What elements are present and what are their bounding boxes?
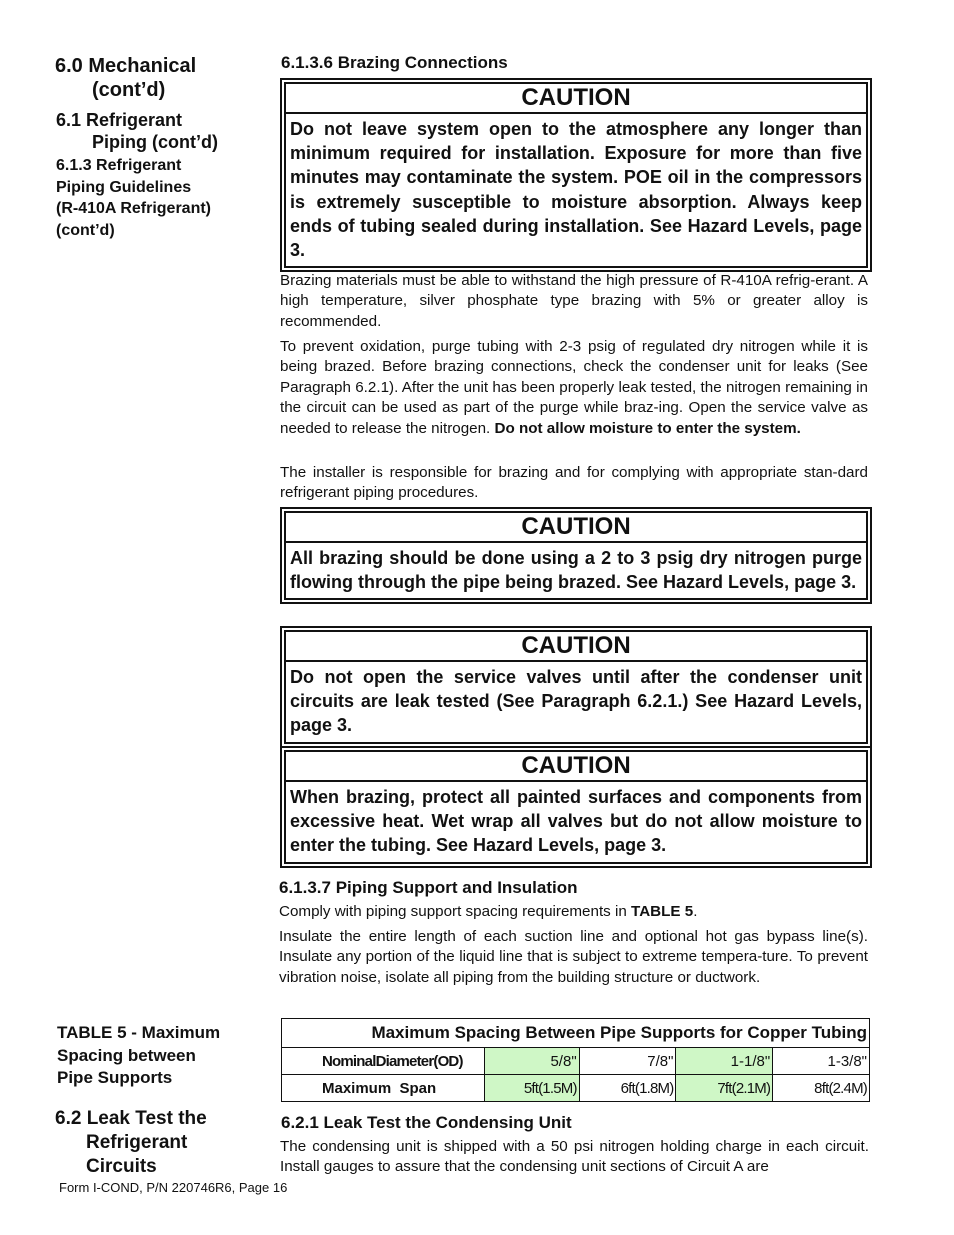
caution-heading: CAUTION (284, 750, 868, 782)
paragraph-leak-test: The condensing unit is shipped with a 50 psi nitrogen holding charge in each circuit. Install gauges to assure that the condensing unit sections of Circuit A are (280, 1138, 869, 1176)
table-5-caption-line3: Pipe Supports (57, 1068, 173, 1087)
heading-6-2 (55, 1107, 207, 1179)
paragraph-purge (280, 337, 868, 439)
paragraph-purge-text: To prevent oxidation, purge tubing with 2-3 psig of regulated dry nitrogen while it is being brazed. Before brazing connections, check the condenser unit for leaks (See Paragraph 6.2.1). After the unit has been properly leak tested, the nitrogen remaining in the circuit can be used as part of the purge while braz-ing. Open the service valve as needed to release the nitrogen. (280, 338, 868, 437)
caution-text: All brazing should be done using a 2 to 3 psig dry nitrogen purge flowing through the pipe being brazed. See Hazard Levels, page 3. (284, 543, 868, 600)
table-cell: 1-3/8" (773, 1048, 870, 1075)
table-cell: 7ft(2.1M) (676, 1075, 773, 1102)
caution-box-1 (280, 78, 872, 272)
paragraph-insulate: Insulate the entire length of each suction line and optional hot gas bypass line(s). Insulate any portion of the liquid line that is subject to extreme tempera-ture. To prevent vibration noise, isolate all piping from the building structure or ductwork. (279, 928, 868, 986)
heading-6-1-line1: 6.1 Refrigerant (56, 110, 183, 130)
heading-6-2-line1: 6.2 Leak Test the (55, 1108, 207, 1129)
caution-text: When brazing, protect all painted surfaces and components from excessive heat. Wet wrap all valves but do not allow moisture to enter the tubing. See Hazard Levels, page 3. (284, 782, 868, 864)
table-cell: 6ft(1.8M) (579, 1075, 676, 1102)
heading-6-1-3-line3: (R-410A Refrigerant) (56, 200, 211, 217)
heading-6-1-3-line1: 6.1.3 Refrigerant (56, 157, 182, 174)
table-row (282, 1075, 870, 1102)
table-5-caption-line1: TABLE 5 - Maximum (57, 1023, 221, 1042)
paragraph-comply-text: Comply with piping support spacing requirements in (279, 903, 627, 920)
pipe-support-table (281, 1018, 870, 1102)
row-label-nominal-diameter: NominalDiameter(OD) (282, 1048, 485, 1075)
caution-text: Do not open the service valves until after the condenser unit circuits are leak tested (See Paragraph 6.2.1.) See Hazard Levels, page 3. (284, 662, 868, 744)
table-5-reference: TABLE 5 (631, 903, 694, 920)
heading-6-1-3-line2: Piping Guidelines (56, 178, 192, 196)
heading-6-2-line2: Refrigerant (86, 1132, 188, 1153)
table-5-caption-line2: Spacing between (57, 1045, 196, 1065)
heading-6-0 (55, 54, 196, 102)
heading-6-1-3-line4: (cont’d) (56, 221, 115, 239)
table-row (282, 1048, 870, 1075)
section-title-brazing: 6.1.3.6 Brazing Connections (281, 53, 508, 72)
table-cell: 7/8" (579, 1048, 676, 1075)
table-cell: 1-1/8" (676, 1048, 773, 1075)
heading-6-1-3 (56, 155, 211, 241)
caution-heading: CAUTION (284, 82, 868, 114)
paragraph-comply-end: . (693, 903, 698, 920)
table-caption: Maximum Spacing Between Pipe Supports for Copper Tubing (282, 1019, 870, 1048)
caution-text: Do not leave system open to the atmosphere any longer than minimum required for installation. Exposure for more than five minutes may contaminate the system. POE oil in the compressors is extremely susceptible to moisture absorption. Always keep ends of tubing sealed during installation. See Hazard Levels, page 3. (284, 114, 868, 268)
paragraph-brazing-materials: Brazing materials must be able to withstand the high pressure of R-410A refrig-erant. A high temperature, silver phosphate type brazing with 5% or greater alloy is recommended. (280, 272, 868, 330)
heading-6-1 (56, 109, 218, 153)
page-footer: Form I-COND, P/N 220746R6, Page 16 (59, 1180, 288, 1195)
caution-heading: CAUTION (284, 630, 868, 662)
heading-6-2-line3: Circuits (86, 1156, 157, 1177)
table-cell: 8ft(2.4M) (773, 1075, 870, 1102)
table-5-caption (57, 1022, 220, 1090)
table-cell: 5/8" (484, 1048, 579, 1075)
caution-heading: CAUTION (284, 511, 868, 543)
caution-box-2 (280, 507, 872, 604)
heading-6-0-line1: 6.0 Mechanical (55, 55, 197, 77)
table-caption-row (282, 1019, 870, 1048)
row-label-maximum-span (282, 1075, 485, 1102)
paragraph-installer: The installer is responsible for brazing and for complying with appropriate stan-dard refrigerant piping procedures. (280, 464, 868, 502)
heading-6-0-line2: (cont’d) (92, 79, 166, 101)
caution-box-4 (280, 746, 872, 868)
heading-6-1-line2: Piping (cont’d) (92, 132, 218, 152)
paragraph-purge-warning: Do not allow moisture to enter the system. (494, 419, 801, 437)
row-label-maximum-span-text: Maximum Span (322, 1079, 437, 1097)
caution-box-3 (280, 626, 872, 748)
section-title-leak-test: 6.2.1 Leak Test the Condensing Unit (281, 1113, 572, 1132)
paragraph-comply (279, 902, 867, 922)
section-title-piping-support: 6.1.3.7 Piping Support and Insulation (279, 878, 578, 897)
table-cell: 5ft(1.5M) (484, 1075, 579, 1102)
